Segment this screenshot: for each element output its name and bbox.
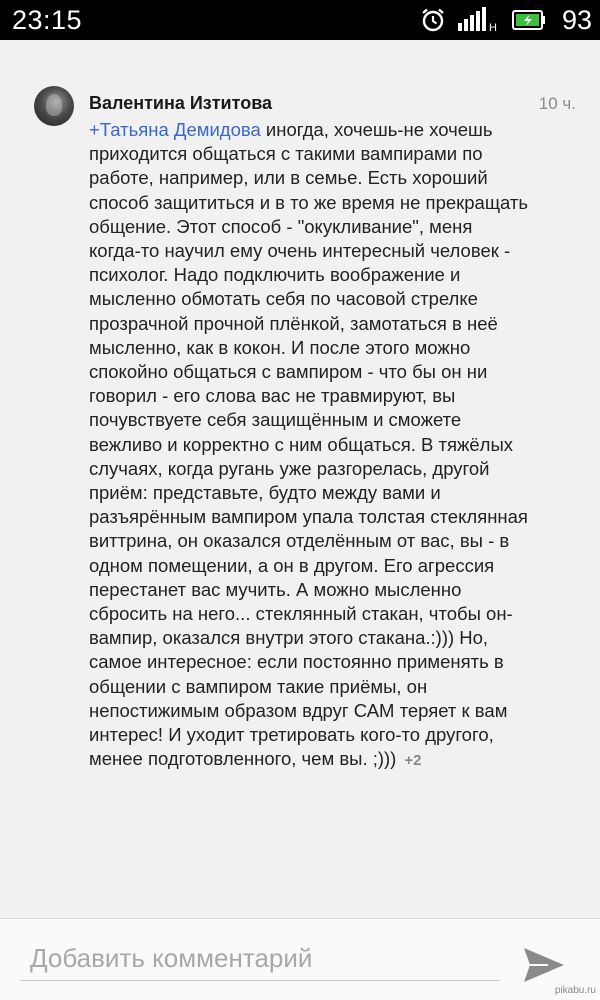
comment-body: [89, 118, 529, 773]
avatar[interactable]: [34, 86, 74, 126]
send-icon: [522, 945, 566, 985]
plus-one-count[interactable]: +2: [404, 752, 422, 770]
comment-author[interactable]: Валентина Изтитова: [89, 93, 273, 113]
comment-time: 10 ч.: [538, 94, 576, 113]
comment-text: иногда, хочешь-не хочешь приходится общаться с такими вампирами по работе, например, или в семье. Есть хороший способ защититься и в то же время не прекращать общение. Этот способ - "окукливание", меня когда-то научил ему очень интересный человек - психолог. Надо подключить воображение и мысленно обмотать себя по часовой стрелке прозрачной прочной плёнкой, замотаться в неё мысленно, как в кокон. И после этого можно спокойно общаться с вампиром - что бы он ни говорил - его слова вас не травмируют, вы почувствуете себя защищённым и сможете вежливо и корректно с ним общаться. В тяжёлых случаях, когда ругань уже разгорелась, другой приём: представьте, будто между вами и разъярённым вампиром упала толстая стеклянная виттрина, он оказался отделённым от вас, вы - в одном помещении, а он в другом. Его агрессия перестанет вас мучить. А можно мысленно сбросить на него... стеклянный стакан, чтобы он-вампир, оказался внутри этого стакана.:))) Но, самое интересное: если постоянно применять в общении с вампиром такие приёмы, он непостижимым образом вдруг САМ теряет к вам интерес! И уходит третировать кого-то другого, менее подготовленного, чем вы. ;))): [89, 119, 529, 770]
alarm-clock-icon: [420, 7, 446, 33]
status-bar: [0, 0, 600, 40]
comment-composer: [0, 919, 600, 1000]
battery-percent: 93: [561, 4, 592, 35]
signal-icon: [458, 7, 500, 33]
mention-link[interactable]: +Татьяна Демидова: [89, 119, 261, 140]
battery-icon: [512, 9, 546, 31]
comment-input[interactable]: [20, 937, 500, 981]
status-icons: [420, 5, 592, 35]
status-time: 23:15: [12, 5, 83, 35]
watermark: pikabu.ru: [554, 985, 596, 996]
send-button[interactable]: [522, 945, 566, 985]
network-type-label: H: [488, 22, 497, 33]
